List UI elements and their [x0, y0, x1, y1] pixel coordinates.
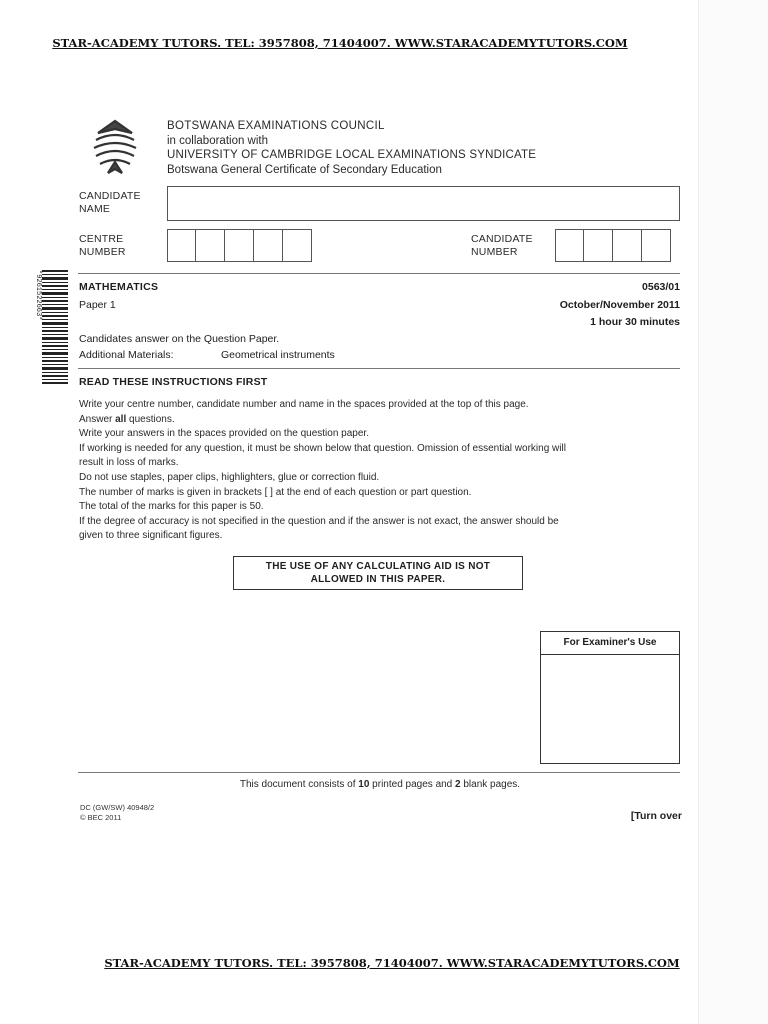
candidate-number-label-line2: NUMBER: [471, 246, 518, 258]
page-count-note: [0, 779, 760, 790]
centre-number-label-line1: CENTRE: [79, 233, 124, 245]
divider: [78, 368, 680, 369]
instruction-line: If working is needed for any question, it must be shown below that question. Omission of essential working will: [79, 442, 566, 454]
bottom-banner: STAR-ACADEMY TUTORS. TEL: 3957808, 71404007. WWW.STARACADEMYTUTORS.COM: [104, 956, 680, 970]
instructions-heading: READ THESE INSTRUCTIONS FIRST: [79, 376, 268, 388]
answer-location-text: Candidates answer on the Question Paper.: [79, 333, 280, 345]
divider: [78, 772, 680, 773]
syllabus-code: 0563/01: [642, 281, 680, 293]
candidate-number-field[interactable]: [555, 229, 671, 262]
instruction-line: If the degree of accuracy is not specified in the question and if the answer is not exact, the answer should be: [79, 515, 559, 527]
council-name: BOTSWANA EXAMINATIONS COUNCIL: [167, 120, 385, 132]
instruction-text: questions.: [126, 413, 175, 425]
candidate-name-label-line2: NAME: [79, 203, 111, 215]
additional-materials-value: Geometrical instruments: [221, 349, 335, 361]
document-reference: [80, 803, 154, 823]
candidate-digit-box[interactable]: [613, 229, 642, 262]
page-edge-shadow: [698, 0, 768, 1024]
page-count-text: blank pages.: [460, 779, 521, 790]
turn-over-text: [Turn over: [630, 810, 682, 822]
examiners-use-title: For Examiner's Use: [541, 632, 679, 655]
barcode-digits: *9261522663*: [34, 270, 42, 321]
instruction-line: result in loss of marks.: [79, 457, 179, 469]
candidate-number-label-line1: CANDIDATE: [471, 233, 533, 245]
council-header: [167, 119, 536, 177]
centre-digit-box[interactable]: [283, 229, 312, 262]
exam-duration: 1 hour 30 minutes: [590, 316, 680, 328]
exam-session: October/November 2011: [559, 299, 680, 311]
centre-digit-box[interactable]: [254, 229, 283, 262]
subject-title: MATHEMATICS: [79, 281, 159, 293]
candidate-digit-box[interactable]: [584, 229, 613, 262]
divider: [78, 273, 680, 274]
calculator-notice-line1: THE USE OF ANY CALCULATING AID IS NOT: [265, 561, 491, 572]
barcode-icon: [28, 270, 70, 385]
candidate-digit-box[interactable]: [555, 229, 584, 262]
syndicate-name: UNIVERSITY OF CAMBRIDGE LOCAL EXAMINATIONS SYNDICATE: [167, 149, 537, 161]
page-count-text: printed pages and: [369, 779, 456, 790]
instruction-line: given to three significant figures.: [79, 530, 223, 542]
bec-logo-icon: [90, 118, 140, 176]
instructions-list: [79, 398, 684, 544]
copyright-text: © BEC 2011: [80, 813, 122, 822]
printed-pages-count: 10: [358, 779, 370, 790]
examiners-use-box: [540, 631, 680, 764]
additional-materials-label: Additional Materials:: [79, 349, 174, 361]
centre-number-label-line2: NUMBER: [79, 246, 126, 258]
collaboration-text: in collaboration with: [167, 134, 269, 147]
instruction-line: [79, 413, 684, 428]
blank-pages-count: 2: [455, 779, 461, 790]
candidate-name-label: [79, 190, 141, 216]
candidate-name-label-line1: CANDIDATE: [79, 190, 141, 202]
calculator-notice: [233, 556, 523, 590]
centre-digit-box[interactable]: [225, 229, 254, 262]
centre-number-field[interactable]: [167, 229, 312, 262]
candidate-digit-box[interactable]: [642, 229, 671, 262]
paper-number: Paper 1: [79, 299, 116, 311]
instruction-line: Write your centre number, candidate number and name in the spaces provided at the top of this page.: [79, 399, 529, 410]
top-banner: STAR-ACADEMY TUTORS. TEL: 3957808, 71404007. WWW.STARACADEMYTUTORS.COM: [52, 36, 628, 50]
instruction-line: The number of marks is given in brackets [ ] at the end of each question or part question.: [79, 486, 472, 498]
instruction-text: Answer: [79, 413, 116, 425]
candidate-name-field[interactable]: [167, 186, 680, 221]
document-code: DC (GW/SW) 40948/2: [80, 803, 155, 812]
centre-digit-box[interactable]: [196, 229, 225, 262]
page-count-text: This document consists of: [239, 779, 359, 790]
candidate-number-label: [471, 233, 533, 259]
instruction-line: The total of the marks for this paper is 50.: [79, 501, 264, 513]
calculator-notice-line2: ALLOWED IN THIS PAPER.: [310, 574, 446, 585]
instruction-line: Do not use staples, paper clips, highlighters, glue or correction fluid.: [79, 471, 380, 483]
instruction-emphasis: all: [115, 413, 127, 425]
instruction-line: Write your answers in the spaces provided on the question paper.: [79, 428, 369, 440]
certificate-name: Botswana General Certificate of Secondary Education: [167, 163, 442, 176]
centre-number-label: [79, 233, 126, 259]
centre-digit-box[interactable]: [167, 229, 196, 262]
